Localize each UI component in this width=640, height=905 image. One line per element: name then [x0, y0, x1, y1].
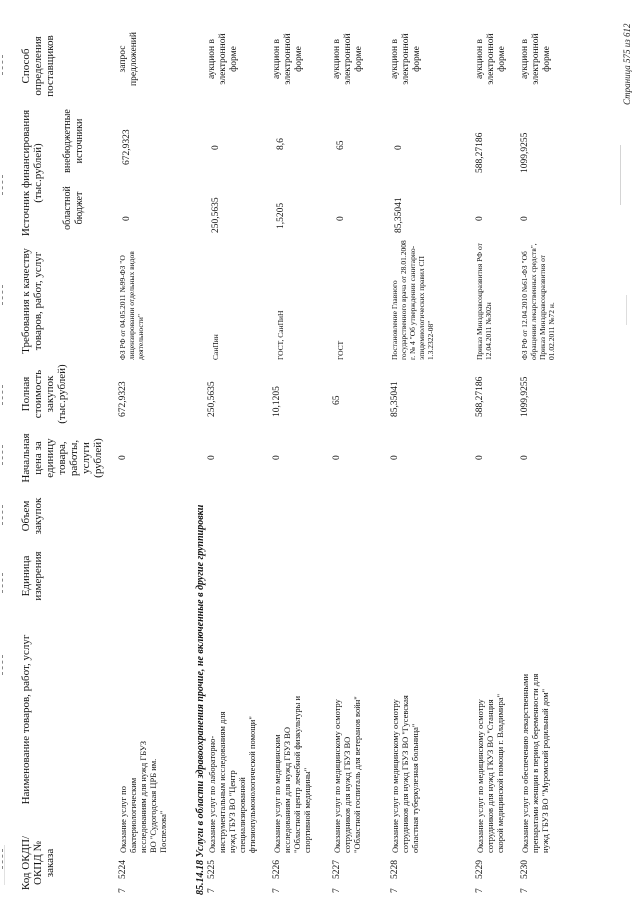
header-name: Наименование товаров, работ, услуг — [20, 634, 32, 805]
header-requirements: Требования к качеству товаров, работ, услуг — [20, 248, 44, 354]
row-code: 7 — [475, 888, 485, 893]
header-total: Полная стоимость закупок (тыс.рублей) — [20, 364, 68, 424]
header-unit: Единица измерения — [20, 551, 44, 601]
row-budget: 1,5205 — [276, 202, 286, 229]
header-budget: областной бюджет — [62, 186, 85, 230]
row-price: 0 — [272, 455, 282, 460]
row-budget: 85,35041 — [394, 197, 404, 233]
row-number: 5225 — [207, 860, 217, 879]
row-name: Оказание услуг по обеспечению лекарственными препаратами женщин в период беременности для нужд ГБУЗ ВО "Муромский родильный дом" — [520, 673, 550, 853]
row-name: Оказание услуг по медицинскому осмотру сотрудников для нужд ГБУЗ ВО "Гусевская областная туберкулезная больница" — [390, 695, 420, 853]
row-method: запрос предложений — [118, 32, 139, 86]
group-title: Услуги в области здравоохранения прочие, не включенные в другие группировки — [195, 504, 206, 858]
row-budget: 250,5635 — [211, 197, 221, 233]
row-name: Оказание услуг по медицинским исследованиям для нужд ГБУЗ ВО "Областной центр лечебной физкультуры и спортивной медицины" — [272, 696, 312, 853]
row-total: 1099,9255 — [520, 376, 530, 417]
row-extra: 0 — [211, 145, 221, 150]
row-extra: 672,9323 — [122, 129, 132, 165]
row-code: 7 — [207, 888, 217, 893]
header-price: Начальная цена за единицу товара, работы, услуги (рублей) — [20, 433, 104, 483]
row-method: аукцион в электронной форме — [390, 33, 422, 85]
row-number: 5230 — [520, 860, 530, 879]
header-volume: Объем закупок — [20, 497, 44, 535]
row-number: 5229 — [475, 860, 485, 879]
header-code: Код ОКДП/ ОКПД № заказа — [20, 835, 56, 891]
row-price: 0 — [118, 455, 128, 460]
group-code: 85.14.18 — [195, 860, 206, 895]
row-extra: 588,27186 — [475, 132, 485, 173]
row-extra: 0 — [394, 145, 404, 150]
row-method: аукцион в электронной форме — [272, 33, 304, 85]
row-total: 250,5635 — [207, 381, 217, 417]
row-number: 5226 — [272, 860, 282, 879]
row-method: аукцион в электронной форме — [332, 33, 364, 85]
row-number: 5227 — [332, 860, 342, 879]
row-price: 0 — [520, 455, 530, 460]
row-total: 672,9323 — [118, 381, 128, 417]
row-total: 10,1205 — [272, 386, 282, 417]
row-total: 65 — [332, 395, 342, 405]
row-method: аукцион в электронной форме — [207, 33, 239, 85]
row-total: 85,35041 — [390, 381, 400, 417]
row-budget: 0 — [336, 216, 346, 221]
row-price: 0 — [390, 455, 400, 460]
row-name: Оказание услуг по бактериологическим исследованиям для нужд ГБУЗ ВО "Судогодская ЦРБ им. Поспелова" — [118, 740, 168, 853]
row-requirements: ГОСТ, СанПиН — [276, 310, 285, 360]
row-price: 0 — [332, 455, 342, 460]
row-requirements: Постановление Главного государственного врача от 28.01.2008 г. № 4 "Об утверждении санитарно-эпидемиологических правил СП 1.3.2322-08" — [390, 240, 435, 360]
row-requirements: СанПин — [211, 334, 220, 360]
group-heading — [195, 505, 206, 895]
row-requirements: Приказ Минздравсоцразвития РФ от 12.04.2011 №302н — [475, 243, 493, 360]
row-requirements: ФЗ РФ от 12.04.2010 №61-ФЗ "Об обращении лекарственных средств", Приказ Минздравсоцразвития от 01.02.2011 №72 н. — [520, 243, 556, 360]
header-method: Способ определения поставщиков — [20, 35, 56, 97]
row-number: 5224 — [118, 860, 128, 879]
page-number: Страница 575 из 612 — [622, 23, 632, 105]
row-number: 5228 — [390, 860, 400, 879]
row-name: Оказание услуг по медицинскому осмотру сотрудников для нужд ГБУЗ ВО "Областной госпиталь для ветеранов войн" — [332, 696, 362, 853]
row-method: аукцион в электронной форме — [475, 33, 507, 85]
row-name: Оказание услуг по медицинскому осмотру сотрудников для нужд ГКУЗ ВО "Станция скорой медицинской помощи г. Владимира" — [475, 693, 505, 853]
row-code: 7 — [520, 888, 530, 893]
row-code: 7 — [332, 888, 342, 893]
row-total: 588,27186 — [475, 376, 485, 417]
row-name: Оказание услуг по лабораторно-инструментальным исследованиям для нужд ГБУЗ ВО "Центр специализированной фтизиопульмонологической помощи" — [207, 711, 257, 853]
row-budget: 0 — [475, 216, 485, 221]
row-requirements: ФЗ РФ от 04.05.2011 №99-ФЗ "О лицензировании отдельных видов деятельности" — [118, 251, 145, 360]
row-extra: 8,6 — [276, 138, 286, 150]
row-price: 0 — [207, 455, 217, 460]
row-budget: 0 — [122, 216, 132, 221]
header-extra: внебюджетные источники — [62, 109, 85, 173]
row-price: 0 — [475, 455, 485, 460]
row-extra: 1099,9255 — [520, 132, 530, 173]
row-method: аукцион в электронной форме — [520, 33, 552, 85]
row-code: 7 — [118, 888, 128, 893]
header-financing: Источник финансирования (тыс.рублей) — [20, 109, 44, 237]
row-budget: 0 — [520, 216, 530, 221]
row-requirements: ГОСТ — [336, 340, 345, 360]
row-code: 7 — [272, 888, 282, 893]
row-extra: 65 — [336, 140, 346, 150]
row-code: 7 — [390, 888, 400, 893]
